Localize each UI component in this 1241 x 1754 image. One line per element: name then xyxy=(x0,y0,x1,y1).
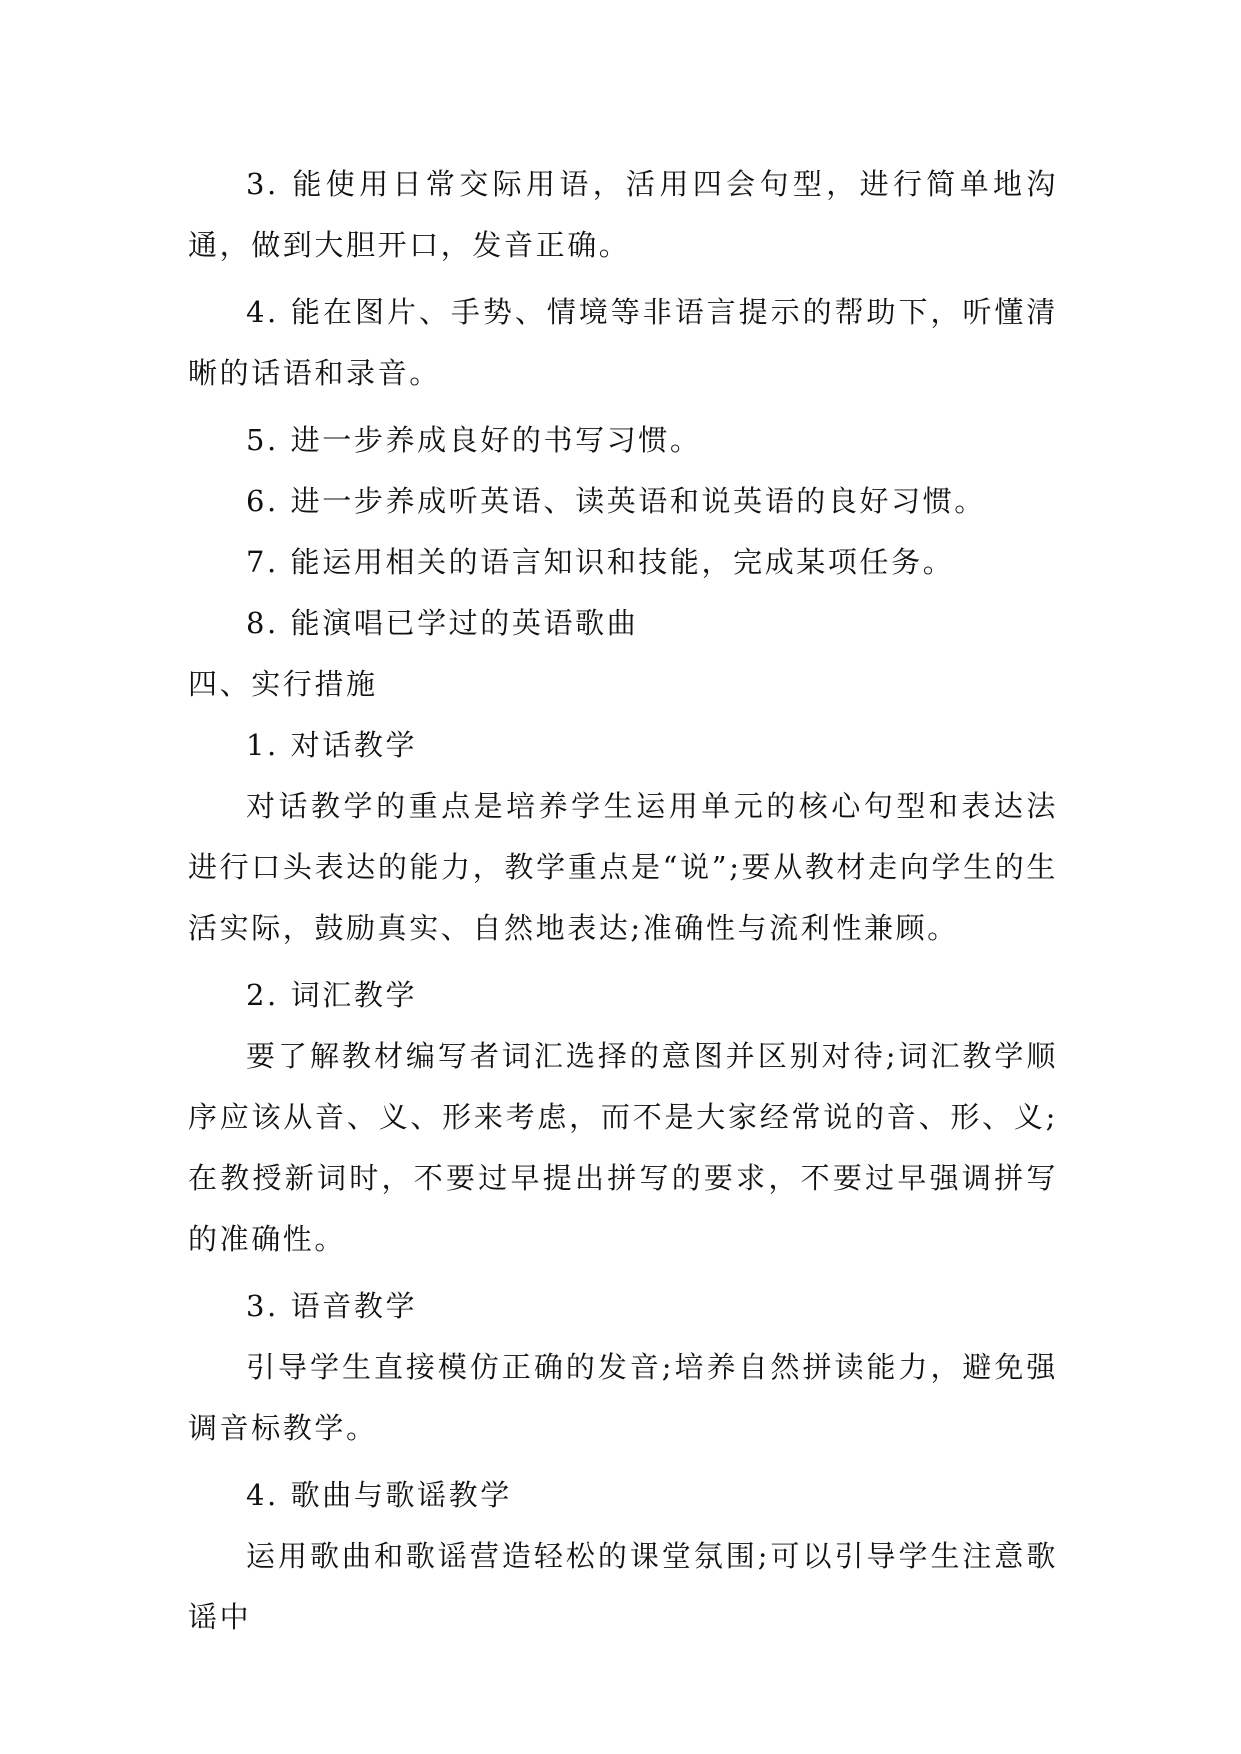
objective-item-4: 4. 能在图片、手势、情境等非语言提示的帮助下，听懂清晰的话语和录音。 xyxy=(188,295,1058,390)
subheading-dialogue-teaching: 1. 对话教学 xyxy=(246,728,418,762)
subheading-songs-teaching: 4. 歌曲与歌谣教学 xyxy=(246,1478,512,1512)
document-body xyxy=(188,154,1058,1648)
objective-item-3: 3. 能使用日常交际用语，活用四会句型，进行简单地沟通，做到大胆开口，发音正确。 xyxy=(188,167,1058,262)
section-heading-measures: 四、实行措施 xyxy=(188,667,378,701)
subheading-phonetics-teaching: 3. 语音教学 xyxy=(246,1289,418,1323)
dialogue-teaching-text: 对话教学的重点是培养学生运用单元的核心句型和表达法进行口头表达的能力，教学重点是“说”;要从教材走向学生的生活实际，鼓励真实、自然地表达;准确性与流利性兼顾。 xyxy=(188,789,1058,945)
objective-item-5: 5. 进一步养成良好的书写习惯。 xyxy=(246,423,702,457)
subheading-vocabulary-teaching: 2. 词汇教学 xyxy=(246,978,418,1012)
phonetics-teaching-text: 引导学生直接模仿正确的发音;培养自然拼读能力，避免强调音标教学。 xyxy=(188,1350,1058,1445)
objective-item-7: 7. 能运用相关的语言知识和技能，完成某项任务。 xyxy=(246,545,955,579)
vocabulary-teaching-text: 要了解教材编写者词汇选择的意图并区别对待;词汇教学顺序应该从音、义、形来考虑，而不是大家经常说的音、形、义;在教授新词时，不要过早提出拼写的要求，不要过早强调拼写的准确性。 xyxy=(188,1039,1058,1256)
songs-teaching-text: 运用歌曲和歌谣营造轻松的课堂氛围;可以引导学生注意歌谣中 xyxy=(188,1539,1058,1634)
objective-item-6: 6. 进一步养成听英语、读英语和说英语的良好习惯。 xyxy=(246,484,986,518)
objective-item-8: 8. 能演唱已学过的英语歌曲 xyxy=(246,606,639,640)
